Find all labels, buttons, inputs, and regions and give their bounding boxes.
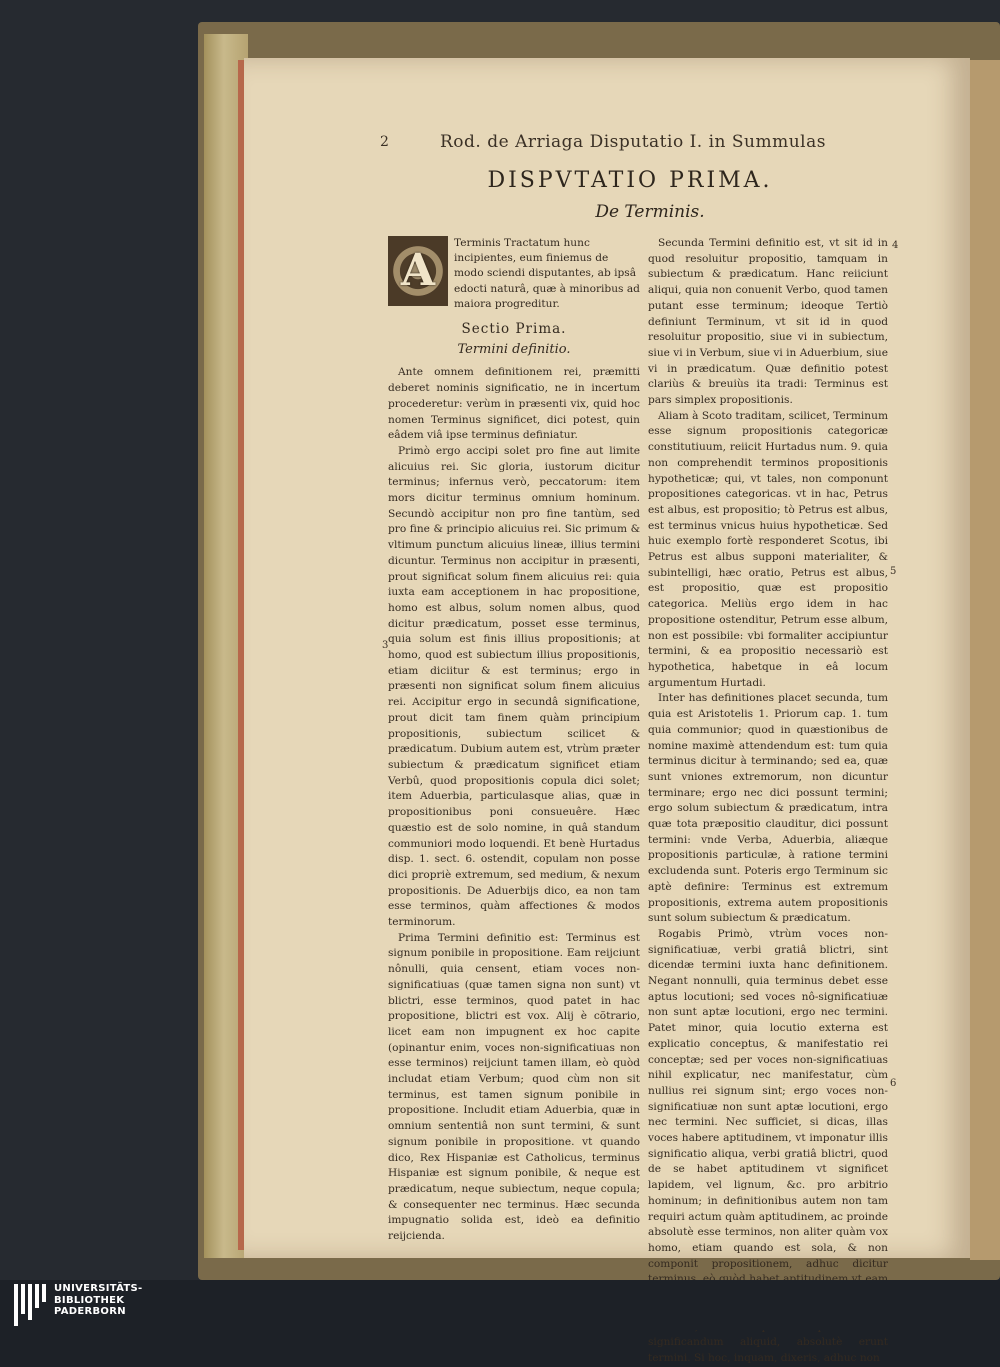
paragraph: Secunda Termini definitio est, vt sit id in quod resoluitur propositio, tamquam in subiectum & prædicatum. Hanc reiiciunt aliqui, quia non conuenit Verbo, quod tamen putant esse terminum; ideoque Tertiò definiunt Terminum, vt sit id in quod resoluitur propositio, siue vi in subiectum, siue vi in Verbum, siue vi in Aduerbium, siue vi in prædicatum. Quæ definitio potest clariùs & breuiùs ita tradi: Terminus est pars simplex propositionis. bbox=[648, 237, 888, 407]
intro-block bbox=[388, 236, 640, 312]
page-subtitle: De Terminis. bbox=[595, 202, 705, 222]
library-logo-icon bbox=[14, 1284, 48, 1326]
running-head-text: Rod. de Arriaga Disputatio I. in Summulas bbox=[440, 132, 826, 152]
paragraph: Prima Termini definitio est: Terminus est signum ponibile in propositione. Eam reijciunt nônulli, quia censent, etiam voces non-significatiuas (quæ tamen signa non sunt) vt blictri, esse terminos, quod patet in hac propositione, blictri est vox. Alij è cõtrario, licet eam non impugnent ex hoc capite (opinantur enim, voces non-significatiuas non esse terminos) reijciunt tamen illam, eò quòd includat etiam Verbum; quod cùm non sit terminus, est tamen signum ponibile in propositione. Includit etiam Aduerbia, quæ in omnium sententiâ non sunt termini, & sunt signum ponibile in propositione. vt quando dico, Rex Hispaniæ est Catholicus, terminus Hispaniæ est signum ponibile, & neque est prædicatum, neque subiectum, neque copula; & consequenter nec terminus. Hæc secunda impugnatio solida est, ideò ea definitio reijcienda. bbox=[388, 931, 640, 1243]
margin-number: 6 bbox=[890, 1078, 897, 1089]
margin-number: 5 bbox=[890, 566, 897, 577]
library-name: UNIVERSITÄTS- BIBLIOTHEK PADERBORN bbox=[54, 1283, 143, 1317]
facing-page-edge bbox=[970, 60, 1000, 1260]
intro-text: Terminis Tractatum hunc incipientes, eum finiemus de modo sciendi disputantes, ab ipsâ edocti naturâ, quæ à minoribus ad maiora progreditur. bbox=[454, 237, 640, 310]
paragraph: Primò ergo accipi solet pro fine aut limite alicuius rei. Sic gloria, iustorum dicitur terminus; infernus verò, peccatorum: item mors dicitur terminus omnium hominum. Secundò accipitur non pro fine tantùm, sed pro fine & principio alicuius rei. Sic primum & vltimum punctum alicuius lineæ, illius termini dicuntur. Terminus non accipitur in præsenti, prout significat solum finem alicuius rei: quia iuxta eam acceptionem in hac propositione, homo est albus, solum nomen albus, quod dicitur prædicatum, posset esse terminus, quia solum est finis illius propositionis; at homo, quod est subiectum illius propositionis, etiam diciitur & est terminus; ergo in præsenti non significat solum finem alicuius rei. Accipitur ergo in secundâ significatione, prout dicit tam finem quàm principium propositionis, subiectum scilicet & prædicatum. Dubium autem est, vtrùm præter subiectum & prædicatum significet etiam Verbû, quod propositionis copula dici solet; item Aduerbia, particulasque alias, quæ in propositionibus poni consueuêre. Hæc quæstio est de solo nomine, in quâ standum communiori modo loquendi. Et benè Hurtadus disp. 1. sect. 6. ostendit, copulam non posse dici propriè extremum, sed medium, & nexum propositionis. De Aduerbijs dico, ea non tam esse terminos, quàm affectiones & modos terminorum. bbox=[388, 444, 640, 929]
left-column bbox=[388, 236, 640, 1243]
margin-number: 3 bbox=[382, 640, 389, 651]
page-number: 2 bbox=[380, 134, 390, 150]
page-title: DISPVTATIO PRIMA. bbox=[487, 168, 773, 193]
decorated-initial: A bbox=[388, 236, 448, 306]
section-subheading: Termini definitio. bbox=[457, 341, 571, 357]
running-head bbox=[380, 132, 900, 158]
paragraph: Inter has definitiones placet secunda, tum quia est Aristotelis 1. Priorum cap. 1. tum quia communior; quod in quæstionibus de nomine maximè attendendum est: tum quia terminus dicitur à terminando; sed ea, quæ sunt vniones extremorum, non dicuntur terminare; ergo nec dici possunt termini; ergo solum subiectum & prædicatum, intra quæ tota præpositio clauditur, dici possunt termini: vnde Verba, Aduerbia, aliæque propositionis particulæ, à ratione termini excludenda sunt. Poteris ergo Terminum sic aptè definire: Terminus est extremum propositionis, extrema autem propositionis sunt solum subiectum & prædicatum. bbox=[648, 692, 888, 925]
paragraph: Aliam à Scoto traditam, scilicet, Terminum esse signum propositionis categoricæ constitutiuum, reiicit Hurtadus num. 9. quia non comprehendit terminos propositionis hypotheticæ; qui, vt tales, non componunt propositiones categoricas. vt in hac, Petrus est albus, est propositio; tò Petrus est albus, est terminus vnicus huius hypotheticæ. Sed huic exemplo fortè responderet Scotus, ibi Petrus est albus supponi materialiter, & subintelligi, hæc oratio, Petrus est albus, est propositio, quæ est propositio categorica. Meliùs ergo idem in hac propositione ostenditur, Petrum esse album, non est possibile: vbi formaliter accipiuntur termini, & ea propositio necessariò est hypothetica, habetque in eâ locum argumentum Hurtadi. bbox=[648, 409, 888, 689]
margin-number: 4 bbox=[892, 240, 899, 251]
paragraph: Rogabis Primò, vtrùm voces non-significatiuæ, verbi gratiâ blictri, sint dicendæ termini iuxta hanc definitionem. Negant nonnulli, quia terminus debet esse aptus locutioni; sed voces nô-significatiuæ non sunt aptæ locutioni, ergo nec termini. Patet minor, quia locutio externa est explicatio conceptus, & manifestatio rei conceptæ; sed per voces non-significatiuas nihil explicatur, nec manifestatur, cùm nullius rei signum sint; ergo voces non-significatiuæ non sunt aptæ locutioni, ergo nec termini. Nec sufficiet, si dicas, illas voces habere aptitudinem, vt imponatur illis significatio aliqua, verbi gratiâ blictri, quod de se habet aptitudinem vt significet lapidem, vel lignum, &c. pro arbitrio hominum; in definitionibus autem non tam requiri actum quàm aptitudinem, ac proinde absolutè esse terminos, non aliter quàm vox homo, etiam quando est sola, & non componit propositionem, adhuc dicitur significandum aliquid, absolutè erunt termini. Si hoc, inquam, dixeris, adhuc non bbox=[648, 927, 888, 1364]
footer-bar bbox=[0, 1280, 1000, 1330]
right-column bbox=[648, 236, 888, 1364]
section-heading: Sectio Prima. bbox=[461, 321, 567, 338]
paragraph: Ante omnem definitionem rei, præmitti deberet nominis significatio, ne in incertum procederetur: verùm in præsenti vix, quid hoc nomen Terminus significet, dici potest, quin eâdem viâ ipse terminus definiatur. bbox=[388, 366, 640, 442]
